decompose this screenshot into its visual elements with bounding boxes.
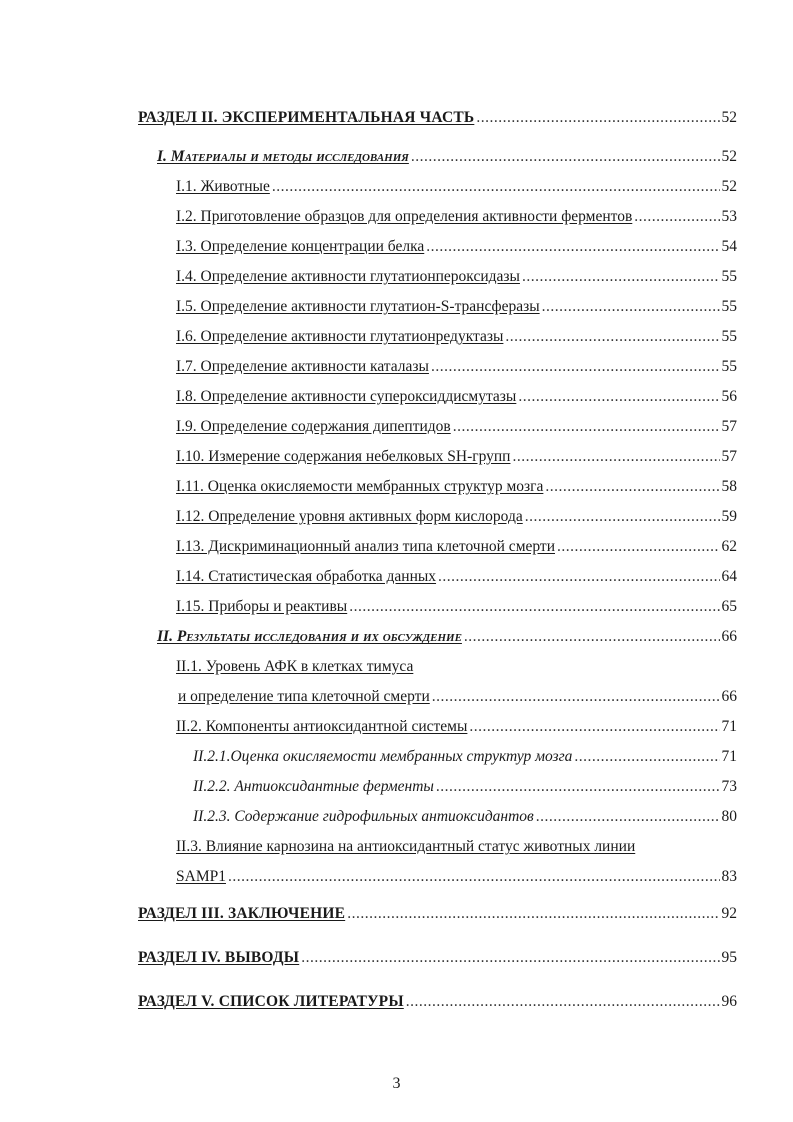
toc-title: I.4. Определение активности глутатионпероксидазы: [176, 268, 520, 285]
toc-entry-1-4[interactable]: [176, 265, 737, 289]
toc-title: I.1. Животные: [176, 178, 270, 195]
toc-leader: [557, 535, 720, 559]
toc-entry-2-1[interactable]: [178, 685, 737, 709]
toc-title: I.6. Определение активности глутатионредуктазы: [176, 328, 504, 345]
toc-entry-section-4[interactable]: [138, 946, 737, 970]
toc-entry-2-1-line1[interactable]: II.1. Уровень АФК в клетках тимуса: [176, 658, 414, 675]
toc-leader: [432, 685, 720, 709]
toc-title: I.14. Статистическая обработка данных: [176, 568, 437, 585]
toc-page: 66: [721, 628, 737, 645]
toc-title: РАЗДЕЛ IV. ВЫВОДЫ: [138, 949, 300, 966]
toc-page: 57: [721, 418, 737, 435]
toc-title: I.9. Определение содержания дипептидов: [176, 418, 451, 435]
toc-leader: [436, 775, 720, 799]
toc-entry-1-8[interactable]: [176, 385, 737, 409]
toc-title: SAMP1: [176, 868, 226, 885]
toc-page: 71: [721, 718, 737, 735]
toc-entry-1-15[interactable]: [176, 595, 737, 619]
page-number: 3: [392, 1075, 401, 1092]
toc-page: 83: [721, 868, 737, 885]
toc-title: РАЗДЕЛ II. ЭКСПЕРИМЕНТАЛЬНАЯ ЧАСТЬ: [138, 109, 475, 126]
toc-entry-2-2-2[interactable]: [193, 775, 737, 799]
toc-entry-1-7[interactable]: [176, 355, 737, 379]
toc-page: 92: [721, 905, 737, 922]
toc-title: I.3. Определение концентрации белка: [176, 238, 425, 255]
toc-leader: [406, 990, 720, 1014]
toc-title: I.12. Определение уровня активных форм кислорода: [176, 508, 523, 525]
toc-leader: [522, 265, 720, 289]
toc-leader: [512, 445, 719, 469]
toc-page: 96: [721, 993, 737, 1010]
toc-page: 54: [721, 238, 737, 255]
toc-title: II.2. Компоненты антиоксидантной системы: [176, 718, 468, 735]
toc-entry-2-3-line1[interactable]: II.3. Влияние карнозина на антиоксидантный статус животных линии: [176, 838, 636, 855]
toc-entry-1-11[interactable]: [176, 475, 737, 499]
toc-page: 65: [721, 598, 737, 615]
toc-title: и определение типа клеточной смерти: [178, 688, 430, 705]
toc-entry-1-3[interactable]: [176, 235, 737, 259]
toc-leader: [431, 355, 720, 379]
toc-entry-1-13[interactable]: [176, 535, 737, 559]
toc-leader: [518, 385, 719, 409]
toc-entry-section-3[interactable]: [138, 902, 737, 926]
toc-leader: [505, 325, 719, 349]
toc-entry-2-3[interactable]: [176, 865, 737, 889]
toc-title: I.10. Измерение содержания небелковых SH-групп: [176, 448, 511, 465]
toc-leader: [525, 505, 720, 529]
toc-leader: [476, 106, 719, 130]
toc-entry-part-2[interactable]: [157, 625, 737, 649]
toc-page: 55: [721, 268, 737, 285]
toc-entry-1-6[interactable]: [176, 325, 737, 349]
toc-title: РАЗДЕЛ III. ЗАКЛЮЧЕНИЕ: [138, 905, 346, 922]
toc-title: I.2. Приготовление образцов для определения активности ферментов: [176, 208, 633, 225]
toc-leader: [228, 865, 720, 889]
toc-page: 52: [721, 109, 737, 126]
toc-leader: [545, 475, 719, 499]
toc-title: II. Результаты исследования и их обсуждение: [157, 628, 462, 645]
toc-entry-2-2[interactable]: [176, 715, 737, 739]
toc-leader: [536, 805, 720, 829]
toc-title: I.15. Приборы и реактивы: [176, 598, 348, 615]
toc-leader: [347, 902, 719, 926]
toc-leader: [542, 295, 720, 319]
toc-leader: [349, 595, 719, 619]
toc-leader: [464, 625, 720, 649]
toc-page: 53: [721, 208, 737, 225]
toc-page: 56: [721, 388, 737, 405]
toc-page: 55: [721, 328, 737, 345]
toc-leader: [411, 145, 720, 169]
toc-page: 55: [721, 298, 737, 315]
toc-title: I. Материалы и методы исследования: [157, 148, 409, 165]
toc-page: 95: [721, 949, 737, 966]
toc-entry-1-9[interactable]: [176, 415, 737, 439]
toc-entry-1-5[interactable]: [176, 295, 737, 319]
toc-page: 52: [721, 148, 737, 165]
toc-title: I.11. Оценка окисляемости мембранных структур мозга: [176, 478, 544, 495]
toc-page: 52: [721, 178, 737, 195]
toc-title: I.13. Дискриминационный анализ типа клеточной смерти: [176, 538, 555, 555]
toc-title: РАЗДЕЛ V. СПИСОК ЛИТЕРАТУРЫ: [138, 993, 404, 1010]
toc-page: 66: [721, 688, 737, 705]
toc-page: 62: [721, 538, 737, 555]
toc-leader: [426, 235, 719, 259]
toc-entry-1-10[interactable]: [176, 445, 737, 469]
toc-entry-1-14[interactable]: [176, 565, 737, 589]
toc-leader: [438, 565, 719, 589]
toc-page: 80: [721, 808, 737, 825]
toc-entry-2-2-1[interactable]: [193, 745, 737, 769]
toc-entry-1-1[interactable]: [176, 175, 737, 199]
toc-title: I.8. Определение активности супероксиддисмутазы: [176, 388, 517, 405]
toc-page: 71: [721, 748, 737, 765]
toc-title: I.7. Определение активности каталазы: [176, 358, 429, 375]
toc-title: I.5. Определение активности глутатион-S-трансферазы: [176, 298, 540, 315]
toc-leader: [272, 175, 720, 199]
toc-page: 58: [721, 478, 737, 495]
toc-leader: [453, 415, 720, 439]
toc-title: II.2.3. Содержание гидрофильных антиоксидантов: [193, 808, 534, 825]
toc-leader: [574, 745, 719, 769]
toc-title: II.2.1.Оценка окисляемости мембранных структур мозга: [193, 748, 573, 765]
toc-page: 73: [721, 778, 737, 795]
toc-entry-section-2[interactable]: [138, 106, 737, 130]
toc-page: 57: [721, 448, 737, 465]
toc-page: 64: [721, 568, 737, 585]
toc-entry-2-2-3[interactable]: [193, 805, 737, 829]
toc-entry-1-2[interactable]: [176, 205, 737, 229]
toc-title: II.2.2. Антиоксидантные ферменты: [193, 778, 434, 795]
toc-page: 55: [721, 358, 737, 375]
toc-page: 59: [721, 508, 737, 525]
toc-entry-section-5[interactable]: [138, 990, 737, 1014]
toc-leader: [469, 715, 719, 739]
toc-entry-part-1[interactable]: [157, 145, 737, 169]
toc-entry-1-12[interactable]: [176, 505, 737, 529]
toc-leader: [301, 946, 719, 970]
toc-leader: [634, 205, 719, 229]
